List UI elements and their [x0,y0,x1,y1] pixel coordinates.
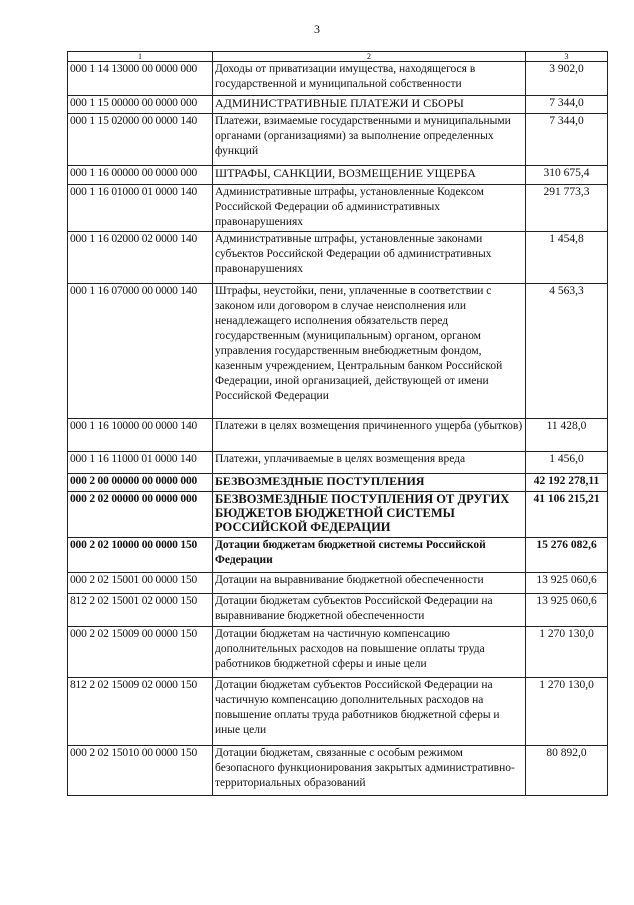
row-code: 000 2 02 15010 00 0000 150 [68,746,213,796]
row-name: Дотации на выравнивание бюджетной обеспеченности [213,573,526,594]
table-row [68,452,608,474]
row-name: БЕЗВОЗМЕЗДНЫЕ ПОСТУПЛЕНИЯ ОТ ДРУГИХ БЮДЖЕТОВ БЮДЖЕТНОЙ СИСТЕМЫ РОССИЙСКОЙ ФЕДЕРАЦИИ [213,492,526,538]
table-row [68,573,608,594]
column-header-amount: 3 [526,52,608,62]
row-code: 000 1 15 02000 00 0000 140 [68,114,213,166]
row-name: Дотации бюджетам субъектов Российской Федерации на выравнивание бюджетной обеспеченности [213,594,526,627]
row-amount: 80 892,0 [526,746,608,796]
table-row [68,594,608,627]
row-amount: 13 925 060,6 [526,573,608,594]
row-name: Доходы от приватизации имущества, находящегося в государственной и муниципальной собственности [213,62,526,96]
row-amount: 41 106 215,21 [526,492,608,538]
row-name: БЕЗВОЗМЕЗДНЫЕ ПОСТУПЛЕНИЯ [213,474,526,492]
table-row [68,678,608,746]
row-name: Дотации бюджетам бюджетной системы Российской Федерации [213,538,526,573]
row-name: Платежи, взимаемые государственными и муниципальными органами (организациями) за выполнение определенных функций [213,114,526,166]
row-code: 000 1 15 00000 00 0000 000 [68,96,213,114]
row-name: Платежи в целях возмещения причиненного ущерба (убытков) [213,419,526,452]
row-code: 812 2 02 15001 02 0000 150 [68,594,213,627]
table-row [68,474,608,492]
table-row [68,114,608,166]
row-name: АДМИНИСТРАТИВНЫЕ ПЛАТЕЖИ И СБОРЫ [213,96,526,114]
row-code: 000 2 00 00000 00 0000 000 [68,474,213,492]
row-name: ШТРАФЫ, САНКЦИИ, ВОЗМЕЩЕНИЕ УЩЕРБА [213,166,526,185]
row-code: 000 2 02 10000 00 0000 150 [68,538,213,573]
row-name: Дотации бюджетам на частичную компенсацию дополнительных расходов на повышение оплаты труда работников бюджетной сферы и иные цели [213,627,526,678]
table-row [68,627,608,678]
row-code: 000 1 16 10000 00 0000 140 [68,419,213,452]
column-header-code: 1 [68,52,213,62]
table-row [68,185,608,232]
table-row [68,492,608,538]
table-row [68,62,608,96]
table-row [68,232,608,284]
row-amount: 15 276 082,6 [526,538,608,573]
row-amount: 1 270 130,0 [526,678,608,746]
row-code: 000 1 16 01000 01 0000 140 [68,185,213,232]
budget-table [67,51,608,796]
row-name: Дотации бюджетам субъектов Российской Федерации на частичную компенсацию дополнительных расходов на повышение оплаты труда работников бюджетной сферы и иные цели [213,678,526,746]
row-amount: 7 344,0 [526,114,608,166]
row-code: 000 2 02 00000 00 0000 000 [68,492,213,538]
row-amount: 4 563,3 [526,284,608,419]
row-code: 000 1 16 07000 00 0000 140 [68,284,213,419]
row-amount: 1 270 130,0 [526,627,608,678]
row-code: 000 1 16 11000 01 0000 140 [68,452,213,474]
row-code: 000 1 16 02000 02 0000 140 [68,232,213,284]
table-row [68,96,608,114]
row-code: 812 2 02 15009 02 0000 150 [68,678,213,746]
column-header-name: 2 [213,52,526,62]
row-code: 000 2 02 15001 00 0000 150 [68,573,213,594]
row-code: 000 1 16 00000 00 0000 000 [68,166,213,185]
table-header-row [68,52,608,62]
row-amount: 3 902,0 [526,62,608,96]
table-row [68,419,608,452]
page-number: 3 [314,22,320,36]
row-amount: 1 454,8 [526,232,608,284]
row-name: Административные штрафы, установленные Кодексом Российской Федерации об административных правонарушениях [213,185,526,232]
row-amount: 13 925 060,6 [526,594,608,627]
row-name: Штрафы, неустойки, пени, уплаченные в соответствии с законом или договором в случае неисполнения или ненадлежащего исполнения обязательств перед государственным (муниципальным) органом, органом управления государственным внебюджетным фондом, казенным учреждением, Центральным банком Российской Федерации, иной организацией, действующей от имени Российской Федерации [213,284,526,419]
table-row [68,284,608,419]
table-row [68,166,608,185]
row-name: Дотации бюджетам, связанные с особым режимом безопасного функционирования закрытых административно-территориальных образований [213,746,526,796]
row-amount: 11 428,0 [526,419,608,452]
row-code: 000 2 02 15009 00 0000 150 [68,627,213,678]
row-amount: 1 456,0 [526,452,608,474]
row-name: Административные штрафы, установленные законами субъектов Российской Федерации об административных правонарушениях [213,232,526,284]
row-amount: 310 675,4 [526,166,608,185]
table-row [68,746,608,796]
row-code: 000 1 14 13000 00 0000 000 [68,62,213,96]
row-amount: 7 344,0 [526,96,608,114]
row-amount: 291 773,3 [526,185,608,232]
row-amount: 42 192 278,11 [526,474,608,492]
row-name: Платежи, уплачиваемые в целях возмещения вреда [213,452,526,474]
table-row [68,538,608,573]
